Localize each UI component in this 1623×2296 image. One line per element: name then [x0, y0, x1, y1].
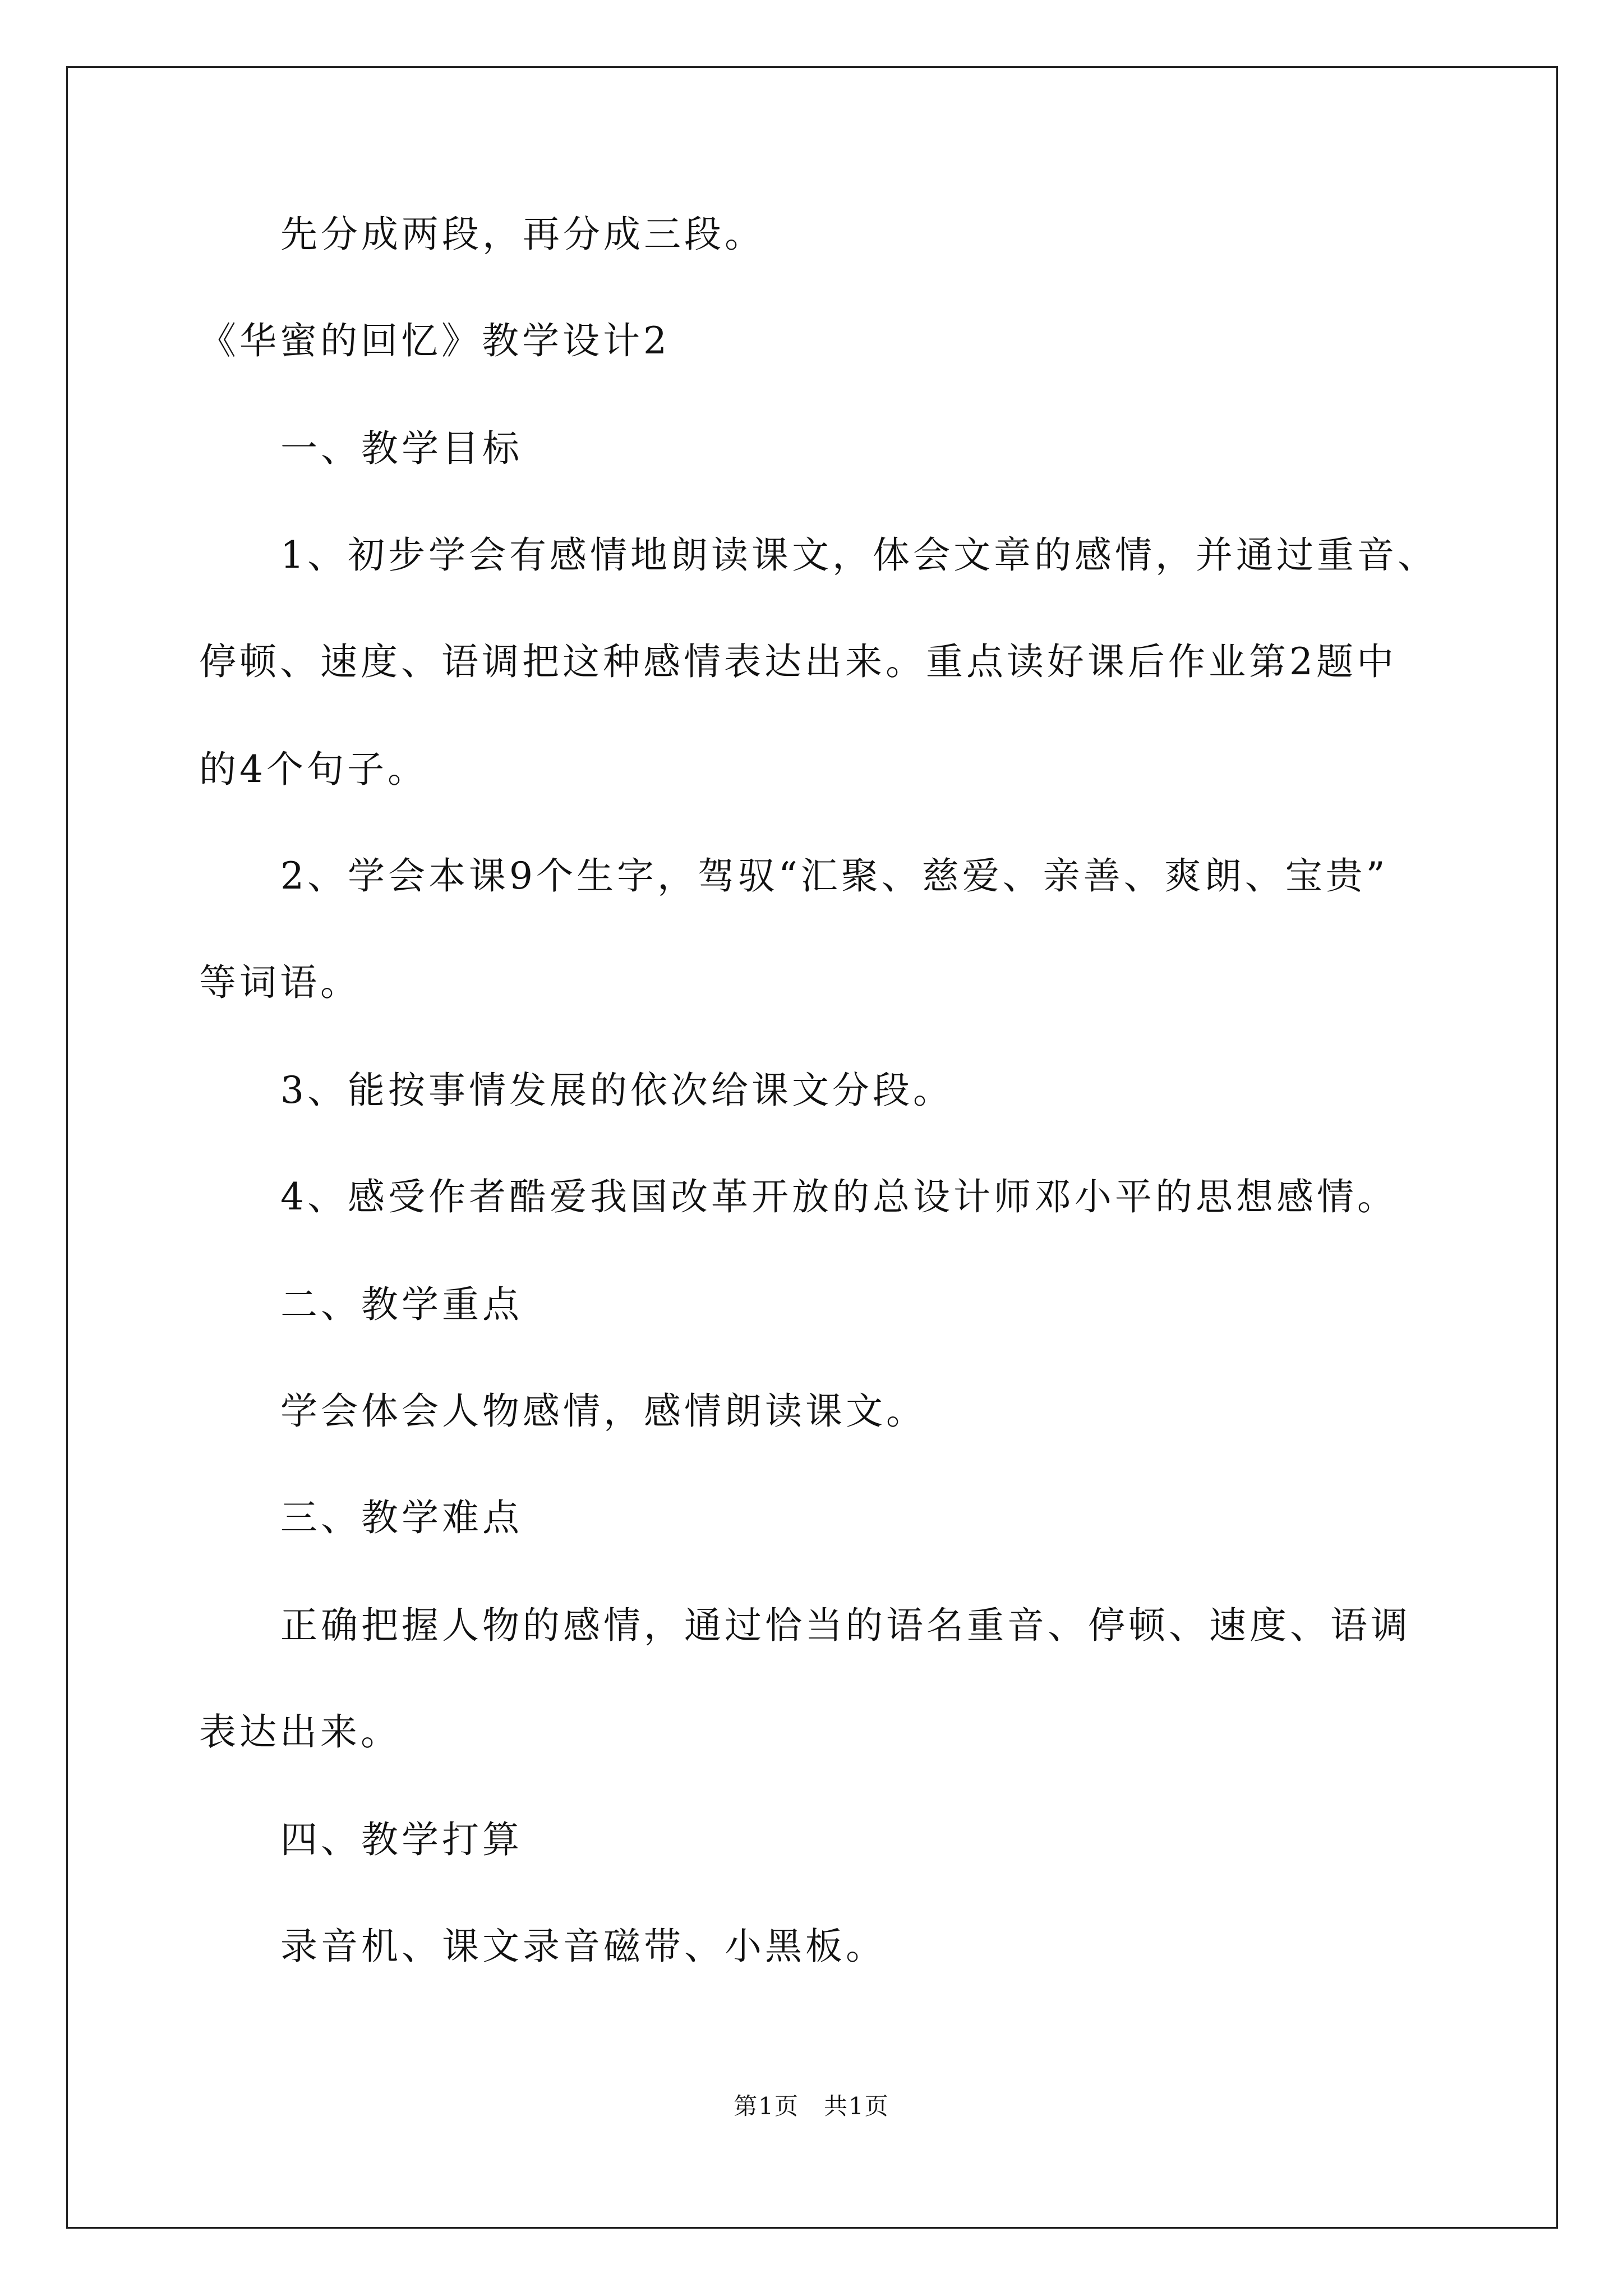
paragraph-line: 先分成两段，再分成三段。: [280, 213, 765, 256]
section-title: 《华蜜的回忆》教学设计2: [199, 319, 670, 362]
paragraph-line: 2、学会本课9个生字，驾驭“汇聚、慈爱、亲善、爽朗、宝贵”: [280, 854, 1389, 898]
paragraph-line: 学会体会人物感情，感情朗读课文。: [280, 1389, 926, 1433]
page-footer: 第1页 共1页: [734, 2092, 889, 2120]
heading-teaching-preparation: 四、教学打算: [280, 1818, 523, 1861]
paragraph-line: 4、感受作者酷爱我国改革开放的总设计师邓小平的思想感情。: [280, 1175, 1398, 1218]
heading-teaching-focus: 二、教学重点: [280, 1283, 523, 1326]
paragraph-line: 正确把握人物的感情，通过恰当的语名重音、停顿、速度、语调: [280, 1604, 1411, 1647]
paragraph-line: 1、初步学会有感情地朗读课文，体会文章的感情，并通过重音、: [280, 533, 1438, 577]
heading-teaching-difficulty: 三、教学难点: [280, 1496, 523, 1539]
paragraph-line: 录音机、课文录音磁带、小黑板。: [280, 1925, 886, 1968]
heading-teaching-goals: 一、教学目标: [280, 427, 523, 470]
paragraph-line: 停顿、速度、语调把这种感情表达出来。重点读好课后作业第2题中: [199, 640, 1397, 683]
paragraph-line: 表达出来。: [199, 1710, 401, 1754]
paragraph-line: 等词语。: [199, 961, 361, 1004]
paragraph-line: 3、能按事情发展的依次给课文分段。: [280, 1069, 953, 1112]
paragraph-line: 的4个句子。: [199, 748, 428, 791]
page-border: [66, 66, 1558, 2229]
